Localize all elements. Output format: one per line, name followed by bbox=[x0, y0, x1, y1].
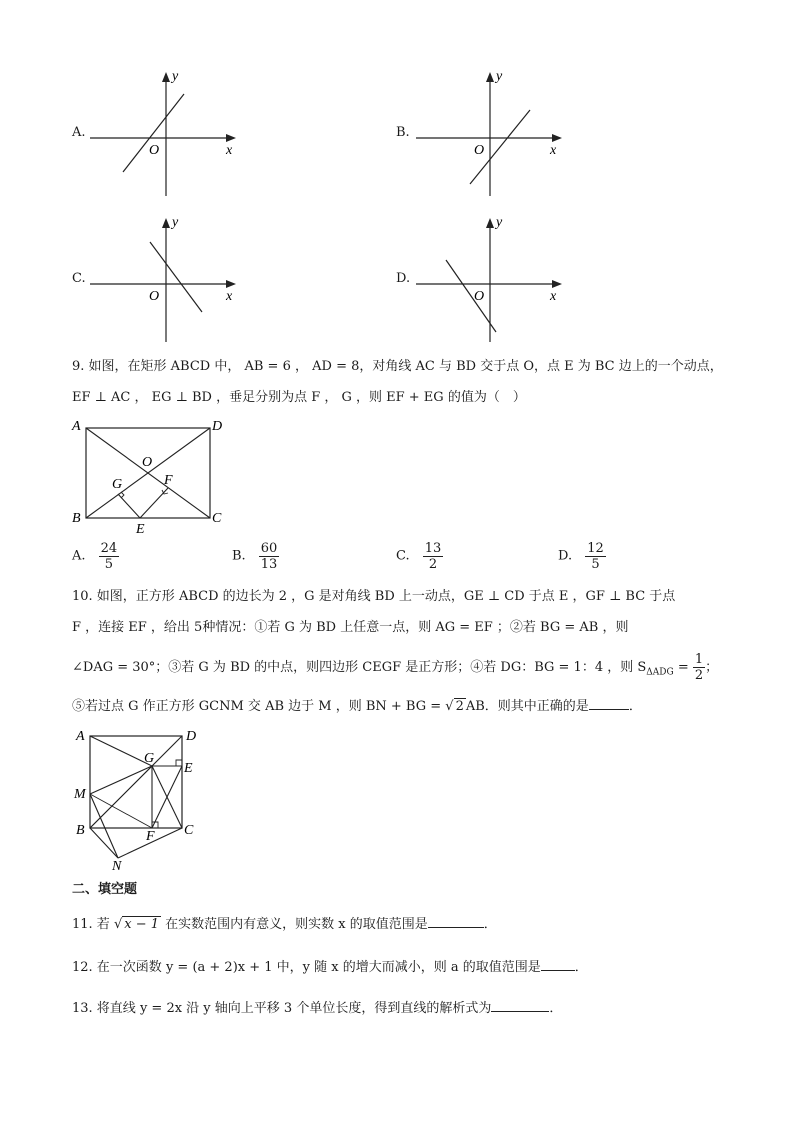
option-graph-c bbox=[68, 212, 248, 348]
point-e-label: E bbox=[184, 761, 193, 776]
option-label: D. bbox=[396, 271, 411, 286]
x-axis-label: x bbox=[550, 143, 557, 158]
q10-text-line1: 10. 如图，正方形 ABCD 的边长为 2 ，G 是对角线 BD 上一动点，GE ⊥ CD 于点 E ，GF ⊥ BC 于点 bbox=[72, 589, 676, 604]
point-m-label: M bbox=[74, 787, 86, 802]
q10-text-line2: F ，连接 EF ，给出 5种情况：①若 G 为 BD 上任意一点，则 AG = EF ；②若 BG = AB ，则 bbox=[72, 620, 629, 635]
graph-line bbox=[446, 260, 496, 332]
choice-fraction: $\frac{13}{2}$ bbox=[424, 541, 442, 572]
option-label: B. bbox=[396, 125, 410, 140]
choice-fraction: $\frac{24}{5}$ bbox=[100, 541, 118, 572]
point-o-label: O bbox=[142, 455, 153, 470]
vertex-c-label: C bbox=[212, 511, 222, 526]
option-graph-b bbox=[394, 66, 574, 202]
q13-text: 13. 将直线 y = 2x 沿 y 轴向上平移 3 个单位长度，得到直线的解析式为 ． bbox=[72, 1001, 563, 1016]
point-g-label: G bbox=[112, 477, 123, 492]
x-axis-label: x bbox=[226, 143, 233, 158]
choice-label: A. bbox=[72, 548, 86, 564]
q9-text-line2: EF ⊥ AC ， EG ⊥ BD ，垂足分别为点 F ， G ，则 EF + EG 的值为（ ） bbox=[72, 390, 526, 405]
graph-d-svg bbox=[394, 212, 574, 348]
option-label: C. bbox=[72, 271, 86, 286]
point-e-label: E bbox=[136, 522, 145, 537]
choice-label: B. bbox=[232, 548, 246, 564]
choice-fraction: $\frac{60}{13}$ bbox=[260, 541, 278, 572]
vertex-c-label: C bbox=[184, 823, 194, 838]
vertex-d-label: D bbox=[212, 419, 223, 434]
answer-blank[interactable] bbox=[589, 697, 629, 710]
q10-figure bbox=[68, 724, 208, 874]
option-graph-d bbox=[394, 212, 574, 348]
graph-c-svg bbox=[68, 212, 248, 348]
x-axis-label: x bbox=[550, 289, 557, 304]
point-n-label: N bbox=[112, 859, 122, 874]
q9-choice-c[interactable] bbox=[396, 541, 443, 572]
q11-text: 11. 若 √ x − 1 在实数范围内有意义，则实数 x 的取值范围是 ． bbox=[72, 917, 497, 932]
choice-label: D. bbox=[558, 548, 573, 564]
q9-choice-d[interactable] bbox=[558, 541, 606, 572]
graph-a-svg bbox=[68, 66, 248, 202]
y-axis-label: y bbox=[172, 215, 179, 230]
q10-text-line3: ∠DAG = 30°；③若 G 为 BD 的中点，则四边形 CEGF 是正方形；④若 DG：BG = 1：4 ，则 $S_{\Delta ADG}$ = $\frac{1}{2}$ ； bbox=[72, 652, 719, 683]
q9-choice-b[interactable] bbox=[232, 541, 279, 572]
point-g-label: G bbox=[144, 751, 155, 766]
origin-label: O bbox=[149, 289, 160, 304]
choice-fraction: $\frac{12}{5}$ bbox=[587, 541, 604, 572]
vertex-d-label: D bbox=[186, 729, 197, 744]
vertex-b-label: B bbox=[76, 823, 85, 838]
origin-label: O bbox=[149, 143, 160, 158]
choice-label: C. bbox=[396, 548, 410, 564]
answer-blank[interactable] bbox=[541, 958, 575, 971]
option-graph-a bbox=[68, 66, 248, 202]
answer-blank[interactable] bbox=[428, 915, 484, 928]
x-axis-label: x bbox=[226, 289, 233, 304]
vertex-b-label: B bbox=[72, 511, 81, 526]
graph-b-svg bbox=[394, 66, 574, 202]
q12-text: 12. 在一次函数 y = (a + 2)x + 1 中，y 随 x 的增大而减小，则 a 的取值范围是 ． bbox=[72, 960, 588, 975]
vertex-a-label: A bbox=[76, 729, 85, 744]
vertex-a-label: A bbox=[72, 419, 81, 434]
origin-label: O bbox=[474, 289, 485, 304]
point-f-label: F bbox=[164, 473, 173, 488]
q10-fraction: $\frac{1}{2}$ bbox=[694, 652, 704, 683]
point-f-label: F bbox=[146, 829, 155, 844]
y-axis-label: y bbox=[496, 69, 503, 84]
q10-text-line4: ⑤若过点 G 作正方形 GCNM 交 AB 边于 M ，则 BN + BG = √ 2 AB．则其中正确的是 ． bbox=[72, 699, 642, 714]
y-axis-label: y bbox=[172, 69, 179, 84]
origin-label: O bbox=[474, 143, 485, 158]
option-label: A. bbox=[72, 125, 86, 140]
y-axis-label: y bbox=[496, 215, 503, 230]
section-heading: 二、填空题 bbox=[72, 882, 138, 897]
answer-blank[interactable] bbox=[491, 999, 549, 1012]
q9-figure bbox=[66, 414, 236, 538]
graph-line bbox=[123, 94, 184, 172]
q9-text-line1: 9. 如图，在矩形 ABCD 中， AB = 6 ， AD = 8，对角线 AC 与 BD 交于点 O，点 E 为 BC 边上的一个动点， bbox=[72, 359, 723, 374]
q9-choice-a[interactable] bbox=[72, 541, 119, 572]
